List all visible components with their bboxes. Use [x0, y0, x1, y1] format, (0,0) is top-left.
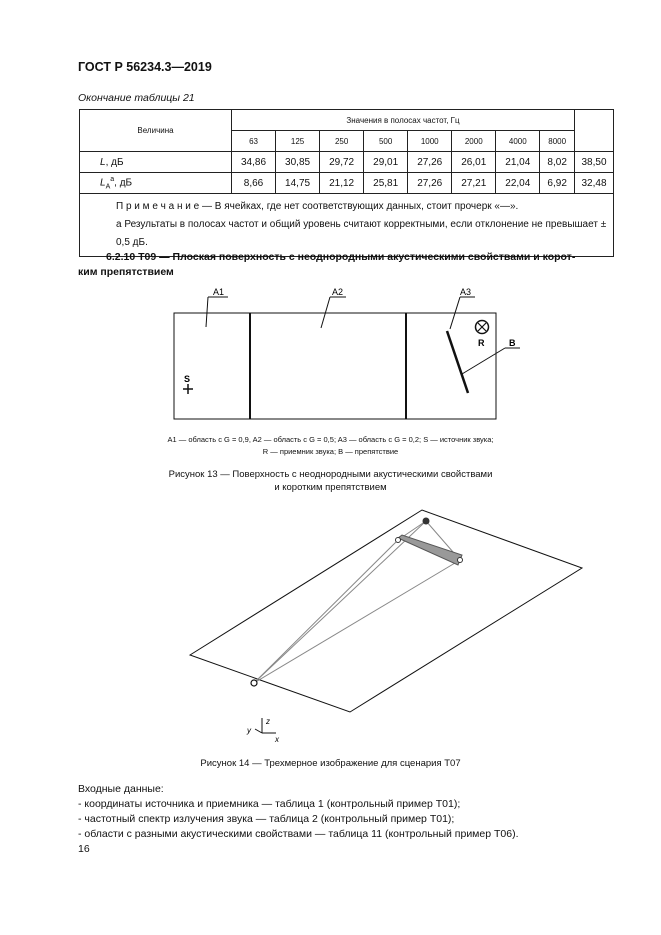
col-header-quantity: Величина: [80, 110, 232, 152]
cell: 34,86: [232, 152, 276, 173]
page-number: 16: [78, 843, 90, 855]
cell-total: 38,50: [575, 152, 614, 173]
figure-13-legend-line1: A1 — область с G = 0,9, A2 — область с G = 0,5; A3 — область с G = 0,2; S — источник звука;: [167, 435, 494, 444]
freq-header: 63: [232, 131, 276, 152]
row-label: L, дБ: [80, 152, 232, 173]
table-continuation-label: Окончание таблицы 21: [78, 92, 195, 104]
cell: 14,75: [276, 173, 320, 194]
col-header-bands: Значения в полосах частот, Гц: [232, 110, 575, 131]
cell: 27,26: [408, 173, 452, 194]
input-data-block: [78, 782, 519, 842]
label-b: B: [509, 338, 516, 348]
cell: 30,85: [276, 152, 320, 173]
label-a3: A3: [460, 287, 472, 297]
cell: 21,12: [320, 173, 364, 194]
figure-13-caption-line1: Рисунок 13 — Поверхность с неоднородными акустическими свойствами: [168, 469, 493, 480]
figure-13-legend-line2: R — приемник звука; B — препятствие: [262, 447, 399, 456]
freq-header: 2000: [452, 131, 496, 152]
cell: 8,02: [540, 152, 575, 173]
label-a2: A2: [332, 287, 344, 297]
figure-14-caption: Рисунок 14 — Трехмерное изображение для сценария Т07: [200, 758, 461, 769]
axis-y: y: [247, 726, 251, 735]
figure-13-caption-line2: и коротким препятствием: [274, 482, 387, 493]
list-item: - области с разными акустическими свойствами — таблица 11 (контрольный пример Т06).: [78, 828, 519, 840]
section-title: 6.2.10 T09 — Плоская поверхность с неоднородными акустическими свойствами и корот- ким препятствием: [78, 251, 576, 278]
freq-header: 500: [364, 131, 408, 152]
table-footnote: a Результаты в полосах частот и общий уровень считают корректными, если отклонение не превышает ± 0,5 дБ.: [116, 219, 607, 248]
axis-z: z: [266, 717, 270, 726]
cell-total: 32,48: [575, 173, 614, 194]
cell: 25,81: [364, 173, 408, 194]
row-label: $L_A^a$, дБ: [80, 173, 232, 194]
label-r: R: [478, 338, 485, 348]
cell: 27,26: [408, 152, 452, 173]
cell: 29,72: [320, 152, 364, 173]
cell: 26,01: [452, 152, 496, 173]
freq-header: 250: [320, 131, 364, 152]
freq-header: 125: [276, 131, 320, 152]
input-data-title: Входные данные:: [78, 783, 164, 795]
cell: 6,92: [540, 173, 575, 194]
document-header: ГОСТ Р 56234.3—2019: [78, 60, 212, 74]
freq-header: 1000: [408, 131, 452, 152]
cell: 21,04: [496, 152, 540, 173]
freq-header: 8000: [540, 131, 575, 152]
label-s: S: [184, 374, 191, 384]
cell: 29,01: [364, 152, 408, 173]
list-item: - координаты источника и приемника — таблица 1 (контрольный пример Т01);: [78, 798, 461, 810]
freq-header: 4000: [496, 131, 540, 152]
cell: 27,21: [452, 173, 496, 194]
label-a1: A1: [213, 287, 225, 297]
list-item: - частотный спектр излучения звука — таблица 2 (контрольный пример Т01);: [78, 813, 455, 825]
cell: 8,66: [232, 173, 276, 194]
axis-x: x: [275, 735, 279, 744]
cell: 22,04: [496, 173, 540, 194]
table-note: П р и м е ч а н и е — В ячейках, где нет соответствующих данных, стоит прочерк «—».: [116, 201, 519, 212]
